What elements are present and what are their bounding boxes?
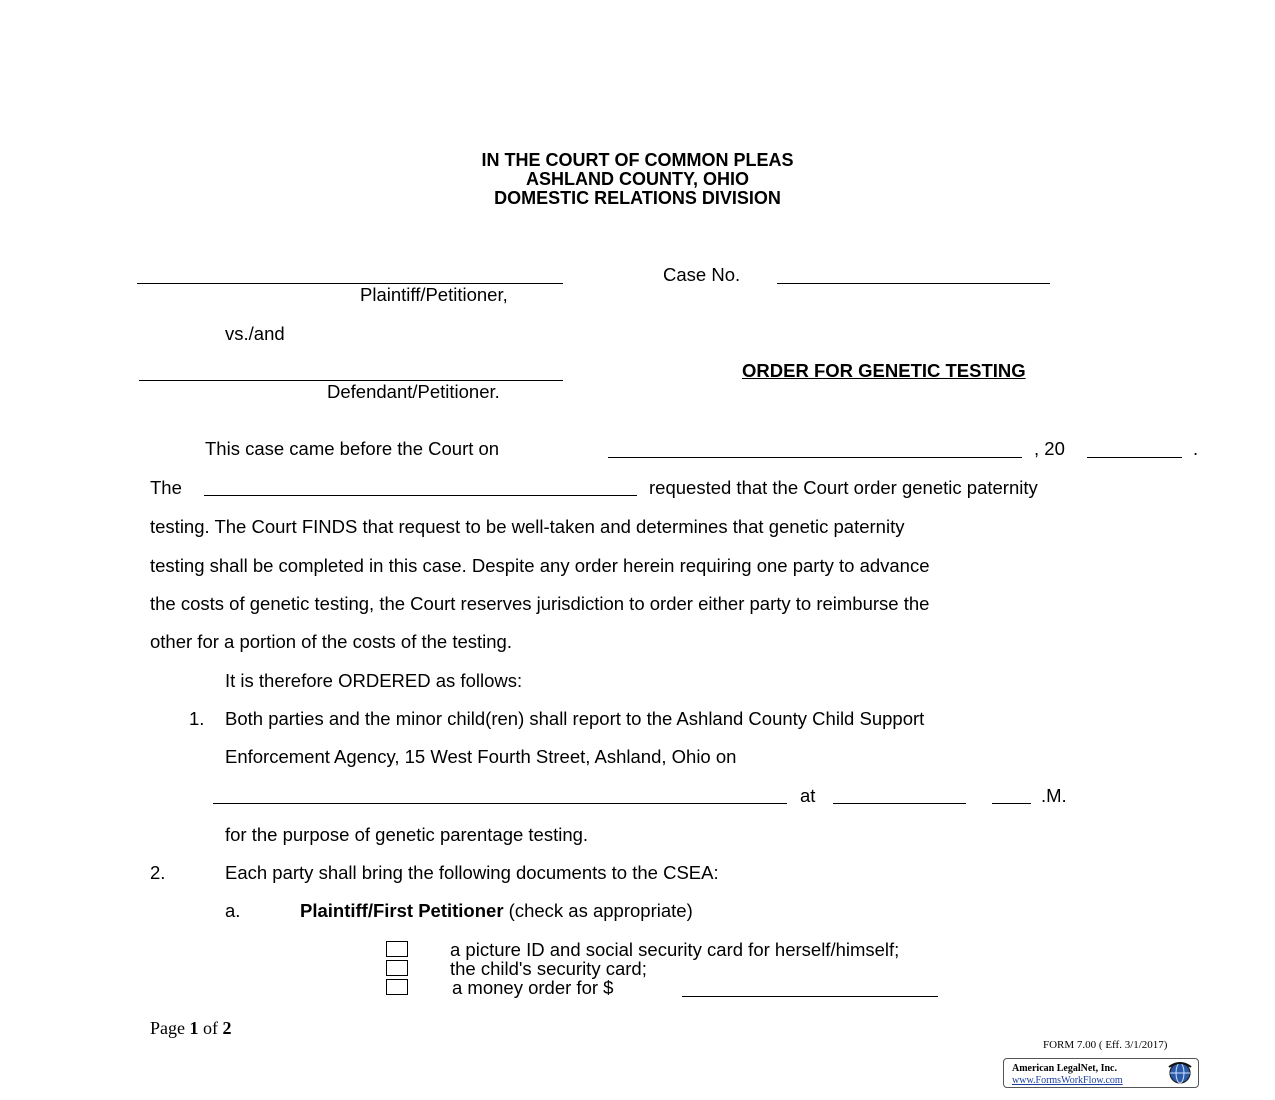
item-2a-letter: a. xyxy=(225,900,241,921)
at-label: at xyxy=(800,785,816,806)
request-text: requested that the Court order genetic paternity xyxy=(649,477,1038,498)
case-no-label: Case No. xyxy=(663,264,741,285)
page-prefix: Page xyxy=(150,1018,185,1038)
am-pm-field[interactable] xyxy=(992,803,1031,804)
item-1-number: 1. xyxy=(189,708,205,729)
page-total: 2 xyxy=(222,1018,232,1038)
vendor-url[interactable]: www.FormsWorkFlow.com xyxy=(1012,1075,1123,1086)
vendor-name: American LegalNet, Inc. xyxy=(1012,1063,1117,1074)
defendant-label: Defendant/Petitioner. xyxy=(327,381,500,402)
item-2-text: Each party shall bring the following documents to the CSEA: xyxy=(225,862,719,883)
page-number: 1 xyxy=(189,1018,199,1038)
child-card-label: the child's security card; xyxy=(450,958,647,979)
year-prefix: , 20 xyxy=(1034,438,1065,459)
item-1-line-2: Enforcement Agency, 15 West Fourth Street, Ashland, Ohio on xyxy=(225,746,737,767)
requesting-party-field[interactable] xyxy=(204,495,637,496)
vs-label: vs./and xyxy=(225,323,285,344)
body-line-3: testing. The Court FINDS that request to be well-taken and determines that genetic paternity xyxy=(150,516,905,537)
picture-id-label: a picture ID and social security card for herself/himself; xyxy=(450,939,900,960)
testing-time-field[interactable] xyxy=(833,803,966,804)
money-order-checkbox[interactable] xyxy=(386,979,408,995)
body-line-6: other for a portion of the costs of the testing. xyxy=(150,631,512,652)
ordered-heading: It is therefore ORDERED as follows: xyxy=(225,670,523,691)
case-no-field[interactable] xyxy=(777,283,1050,284)
item-1-purpose: for the purpose of genetic parentage testing. xyxy=(225,824,589,845)
picture-id-checkbox[interactable] xyxy=(386,941,408,957)
county-name: ASHLAND COUNTY, OHIO xyxy=(525,169,749,189)
item-2a-party: Plaintiff/First Petitioner xyxy=(300,900,504,921)
item-1-line-1: Both parties and the minor child(ren) shall report to the Ashland County Child Support xyxy=(225,708,925,729)
document-title: ORDER FOR GENETIC TESTING xyxy=(742,360,1026,381)
child-card-checkbox[interactable] xyxy=(386,960,408,976)
meridiem-label: .M. xyxy=(1041,785,1067,806)
plaintiff-label: Plaintiff/Petitioner, xyxy=(360,284,508,305)
globe-logo-icon xyxy=(1166,1061,1194,1085)
money-order-label: a money order for $ xyxy=(452,977,614,998)
court-name: IN THE COURT OF COMMON PLEAS xyxy=(481,150,794,170)
page-indicator xyxy=(150,1018,232,1039)
division-name: DOMESTIC RELATIONS DIVISION xyxy=(494,188,781,208)
body-line-5: the costs of genetic testing, the Court reserves jurisdiction to order either party to reimburse the xyxy=(150,593,930,614)
item-2a-note: (check as appropriate) xyxy=(508,900,693,921)
the-label: The xyxy=(150,477,182,498)
hearing-year-field[interactable] xyxy=(1087,457,1182,458)
testing-date-field[interactable] xyxy=(213,803,787,804)
money-order-amount-field[interactable] xyxy=(682,996,938,997)
item-2-number: 2. xyxy=(150,862,166,883)
page-of: of xyxy=(203,1018,218,1038)
hearing-date-field[interactable] xyxy=(608,457,1022,458)
item-2a-label xyxy=(300,900,693,922)
period: . xyxy=(1193,438,1199,459)
form-id: FORM 7.00 ( Eff. 3/1/2017) xyxy=(1043,1039,1168,1051)
body-line-4: testing shall be completed in this case. Despite any order herein requiring one party to advance xyxy=(150,555,930,576)
vendor-stamp xyxy=(1003,1058,1199,1088)
hearing-intro-text: This case came before the Court on xyxy=(205,438,500,459)
